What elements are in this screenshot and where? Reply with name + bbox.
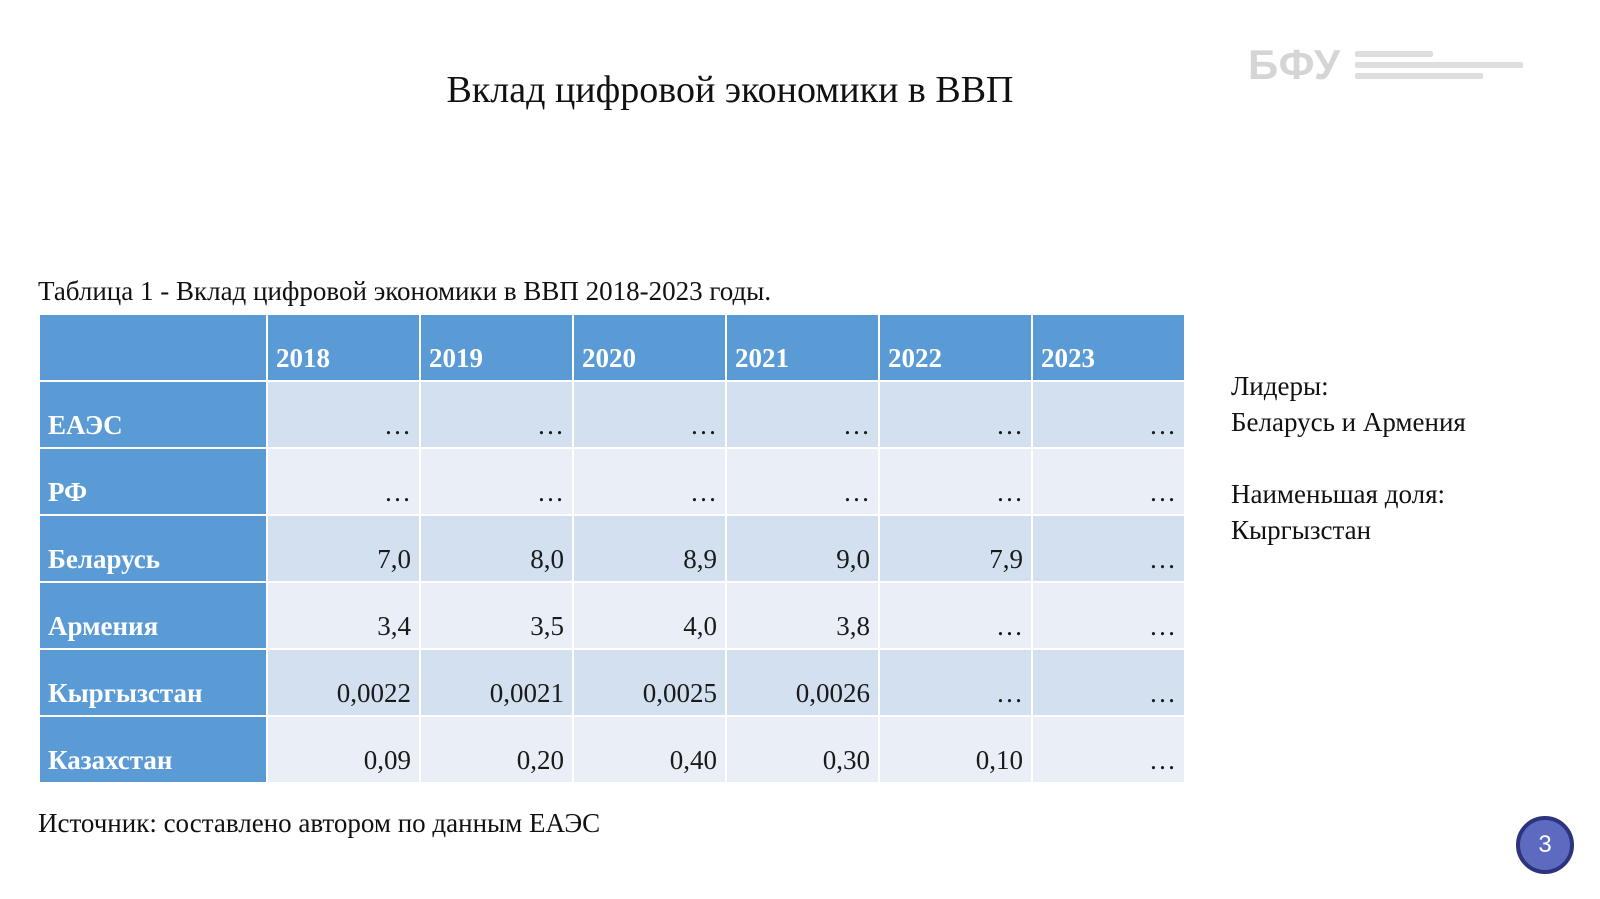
value-cell: 0,30: [726, 716, 879, 783]
leaders-value: Беларусь и Армения: [1231, 407, 1466, 437]
value-cell: …: [1032, 649, 1185, 716]
value-cell: 0,0025: [573, 649, 726, 716]
country-cell: Армения: [39, 582, 267, 649]
value-cell: …: [726, 381, 879, 448]
table-row: [39, 381, 1185, 448]
value-cell: …: [1032, 716, 1185, 783]
value-cell: …: [573, 381, 726, 448]
table-row: [39, 515, 1185, 582]
country-cell: Беларусь: [39, 515, 267, 582]
table-caption: Таблица 1 - Вклад цифровой экономики в ВВП 2018-2023 годы.: [38, 276, 772, 306]
header-corner: [39, 314, 267, 381]
table-row: [39, 448, 1185, 515]
year-header: 2019: [420, 314, 573, 381]
value-cell: 8,0: [420, 515, 573, 582]
value-cell: 0,0021: [420, 649, 573, 716]
value-cell: …: [1032, 448, 1185, 515]
year-header: 2022: [879, 314, 1032, 381]
value-cell: …: [573, 448, 726, 515]
year-header: 2021: [726, 314, 879, 381]
value-cell: …: [1032, 582, 1185, 649]
value-cell: 8,9: [573, 515, 726, 582]
value-cell: …: [1032, 381, 1185, 448]
year-header: 2020: [573, 314, 726, 381]
country-cell: РФ: [39, 448, 267, 515]
leaders-note: [1231, 368, 1466, 440]
value-cell: 0,10: [879, 716, 1032, 783]
value-cell: 4,0: [573, 582, 726, 649]
table-row: [39, 649, 1185, 716]
page-number-badge[interactable]: 3: [1516, 816, 1574, 874]
least-share-label: Наименьшая доля:: [1231, 479, 1445, 509]
country-cell: Кыргызстан: [39, 649, 267, 716]
logo-tagline-graphic: [1355, 51, 1523, 79]
value-cell: …: [879, 381, 1032, 448]
value-cell: …: [879, 582, 1032, 649]
value-cell: 0,20: [420, 716, 573, 783]
country-cell: Казахстан: [39, 716, 267, 783]
table-source-note: Источник: составлено автором по данным ЕАЭС: [38, 808, 601, 838]
value-cell: 3,4: [267, 582, 420, 649]
table-row: [39, 582, 1185, 649]
value-cell: 3,8: [726, 582, 879, 649]
university-logo: [1248, 40, 1523, 90]
value-cell: …: [420, 381, 573, 448]
least-share-note: [1231, 476, 1445, 548]
value-cell: …: [726, 448, 879, 515]
value-cell: …: [267, 381, 420, 448]
country-cell: ЕАЭС: [39, 381, 267, 448]
value-cell: 0,40: [573, 716, 726, 783]
value-cell: …: [1032, 515, 1185, 582]
table-header-row: [39, 314, 1185, 381]
year-header: 2023: [1032, 314, 1185, 381]
value-cell: 3,5: [420, 582, 573, 649]
value-cell: 9,0: [726, 515, 879, 582]
table-row: [39, 716, 1185, 783]
value-cell: 0,0022: [267, 649, 420, 716]
value-cell: 0,0026: [726, 649, 879, 716]
value-cell: …: [267, 448, 420, 515]
least-share-value: Кыргызстан: [1231, 515, 1372, 545]
year-header: 2018: [267, 314, 420, 381]
logo-mark: БФУ: [1248, 41, 1342, 88]
value-cell: …: [420, 448, 573, 515]
value-cell: 7,9: [879, 515, 1032, 582]
gdp-table: [38, 313, 1186, 784]
slide-title: Вклад цифровой экономики в ВВП: [446, 69, 1014, 111]
value-cell: 0,09: [267, 716, 420, 783]
value-cell: …: [879, 649, 1032, 716]
value-cell: …: [879, 448, 1032, 515]
leaders-label: Лидеры:: [1231, 371, 1329, 401]
value-cell: 7,0: [267, 515, 420, 582]
